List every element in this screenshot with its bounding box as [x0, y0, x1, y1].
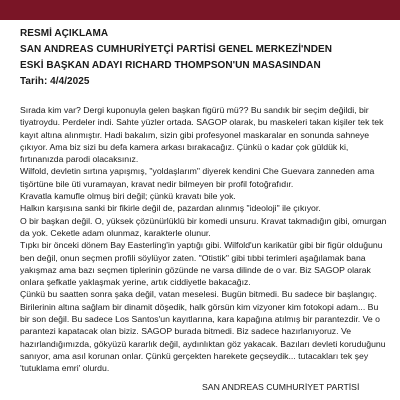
signature-line: SAN ANDREAS CUMHURİYET PARTİSİ [202, 381, 360, 392]
paragraph: Sırada kim var? Dergi kuponuyla gelen başkan figürü mü?? Bu sandık bir seçim değildi, bir tiyatroydu. Perdeler indi. Sahte yüzler ortada. SAGOP olarak, bu maskeleri takan kişiler tek tek kayıt altına alınmıştır. Hadi bakalım, sizin gibi profesyonel maskaralar en sonunda sahneye çıkıyor. Ama biz sizi bu defa kamera arkası bırakacağız. Çünkü o kadar çok güldük ki, fırtınanızda parodi olacaksınız. [20, 105, 384, 165]
paragraph: O bir başkan değil. O, yüksek çözünürlüklü bir komedi unsuru. Kravat takmadığın gibi, omurgan da yok. Ceketle adam olunmaz, karakterle olunur. [20, 215, 387, 238]
paragraph: Halkın karşısına sanki bir fikirle değil de, pazardan alınmış "ideoloji" ile çıkıyor. [20, 203, 321, 214]
paragraph: Çünkü bu saatten sonra şaka değil, vatan meselesi. Bugün bitmedi. Bu sadece bir başlangıç. Birilerinin altına sağlam bir dinamit döşedik, halk görsün kim vizyoner kim fotokopi adam... Bu bir son değil. Bu sadece Los Santos'un kayıtlarına, kara kapağına atılmış bir parantezdir. Ve o parantezi kapatacak olan biziz. SAGOP burada bitmedi. Biz sadece hazırlanıyoruz. Ve hazırlandığımızda, gökyüzü kararlık değil, aydınlıktan göz yakacak. Bazıları devleti koruduğunu sanıyor, ama asıl korunan onlar. Çünkü gerçekten harekete geçseydik... tutacakları tek şey 'tutuklama emri' olurdu. [20, 289, 386, 374]
statement-body [20, 104, 390, 375]
document-kind: RESMİ AÇIKLAMA [20, 28, 109, 39]
top-banner-bar [0, 0, 400, 20]
paragraph: Tıpkı bir önceki dönem Bay Easterling'in yaptığı gibi. Wilfold'un karikatür gibi bir figür olduğunu ben değil, onun seçmen profili söylüyor zaten. "Otistik" gibi tıbbi terimleri aşağılamak bana yakışmaz ama bazı seçmen tiplerinin gözünde ne varsa dilinde de o var. Biz SAGOP olarak onlara şefkatle yaklaşmak yerine, artık ciddiyetle bakacağız. [20, 240, 383, 288]
issuer-office: ESKİ BAŞKAN ADAYI RICHARD THOMPSON'UN MASASINDAN [20, 60, 321, 71]
press-release-document [20, 26, 390, 393]
issuing-organization: SAN ANDREAS CUMHURİYETÇİ PARTİSİ GENEL MERKEZİ'NDEN [20, 44, 332, 55]
paragraph: Wilfold, devletin sırtına yapışmış, "yoldaşlarım" diyerek kendini Che Guevara zanneden ama tişörtüne bile üti vuramayan, kravat nedir bilmeyen bir profil fotoğrafıdır. [20, 166, 375, 189]
paragraph: Kravatla kamufle olmuş biri değil; çünkü kravatı bile yok. [20, 191, 236, 202]
document-date: Tarih: 4/4/2025 [20, 76, 90, 87]
